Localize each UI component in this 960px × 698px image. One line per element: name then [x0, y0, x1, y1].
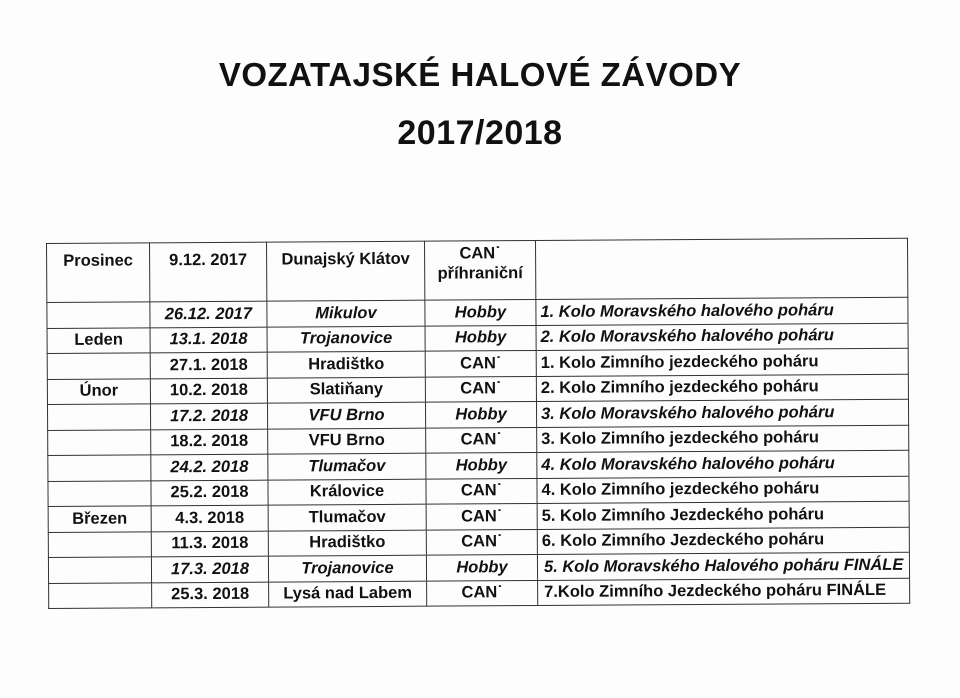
round-note-cell: 6. Kolo Zimního Jezdeckého poháru	[537, 527, 909, 555]
document-title: VOZATAJSKÉ HALOVÉ ZÁVODY	[218, 56, 742, 93]
place-cell: Dunajský Klátov	[266, 241, 424, 301]
round-note-cell	[535, 238, 907, 299]
category-cell: CAN˙	[427, 580, 538, 606]
round-note-cell: 3. Kolo Moravského halového poháru	[536, 399, 908, 427]
category-cell: CAN˙	[426, 427, 537, 453]
category-cell: Hobby	[426, 555, 537, 581]
category-cell: CAN˙ příhraniční	[424, 241, 535, 301]
place-cell: Hradištko	[267, 351, 425, 377]
place-cell: Mikulov	[267, 300, 425, 326]
date-cell: 26.12. 2017	[150, 301, 267, 327]
table-row	[47, 238, 908, 302]
season-year: 2017/2018	[397, 114, 563, 152]
date-cell: 18.2. 2018	[151, 429, 268, 455]
place-cell: Tlumačov	[268, 453, 426, 479]
date-cell: 13.1. 2018	[150, 327, 267, 353]
date-cell: 9.12. 2017	[150, 242, 267, 302]
place-cell: Hradištko	[268, 530, 426, 556]
category-cell: Hobby	[425, 300, 536, 326]
month-cell	[47, 353, 150, 379]
place-cell: Lysá nad Labem	[269, 581, 427, 607]
round-note-cell: 7.Kolo Zimního Jezdeckého poháru FINÁLE	[538, 578, 910, 606]
date-cell: 25.2. 2018	[151, 480, 268, 506]
place-cell: VFU Brno	[267, 402, 425, 428]
round-note-cell: 4. Kolo Moravského halového poháru	[537, 450, 909, 478]
date-cell: 10.2. 2018	[150, 378, 267, 404]
round-note-cell: 2. Kolo Moravského halového poháru	[536, 323, 908, 351]
category-cell: Hobby	[425, 325, 536, 351]
round-note-cell: 3. Kolo Zimního jezdeckého poháru	[537, 425, 909, 453]
category-cell: Hobby	[426, 453, 537, 479]
category-cell: CAN˙	[425, 376, 536, 402]
month-cell	[48, 480, 151, 506]
round-note-cell: 5. Kolo Zimního Jezdeckého poháru	[537, 501, 909, 529]
month-cell: Leden	[47, 327, 150, 353]
place-cell: Trojanovice	[268, 555, 426, 581]
place-cell: Trojanovice	[267, 326, 425, 352]
category-cell: CAN˙	[426, 529, 537, 555]
month-cell	[48, 455, 151, 481]
table-row	[49, 578, 910, 609]
month-cell: Únor	[47, 378, 150, 404]
round-note-cell: 5. Kolo Moravského Halového poháru FINÁLE	[537, 552, 909, 580]
place-cell: Slatiňany	[267, 377, 425, 403]
month-cell: Březen	[48, 506, 151, 532]
month-cell	[47, 404, 150, 430]
date-cell: 17.3. 2018	[151, 556, 268, 582]
round-note-cell: 2. Kolo Zimního jezdeckého poháru	[536, 374, 908, 402]
month-cell	[49, 582, 152, 608]
date-cell: 27.1. 2018	[150, 352, 267, 378]
category-cell: CAN˙	[426, 504, 537, 530]
category-cell: CAN˙	[425, 351, 536, 377]
race-schedule-table	[46, 238, 910, 609]
date-cell: 11.3. 2018	[151, 531, 268, 557]
category-cell: CAN˙	[426, 478, 537, 504]
place-cell: VFU Brno	[268, 428, 426, 454]
month-cell	[48, 429, 151, 455]
place-cell: Tlumačov	[268, 504, 426, 530]
place-cell: Královice	[268, 479, 426, 505]
round-note-cell: 1. Kolo Zimního jezdeckého poháru	[536, 348, 908, 376]
round-note-cell: 1. Kolo Moravského halového poháru	[536, 297, 908, 325]
month-cell	[48, 531, 151, 557]
date-cell: 17.2. 2018	[150, 403, 267, 429]
round-note-cell: 4. Kolo Zimního jezdeckého poháru	[537, 476, 909, 504]
month-cell: Prosinec	[47, 243, 150, 303]
month-cell	[48, 557, 151, 583]
month-cell	[47, 302, 150, 328]
date-cell: 4.3. 2018	[151, 505, 268, 531]
date-cell: 25.3. 2018	[152, 582, 269, 608]
category-cell: Hobby	[425, 402, 536, 428]
date-cell: 24.2. 2018	[151, 454, 268, 480]
